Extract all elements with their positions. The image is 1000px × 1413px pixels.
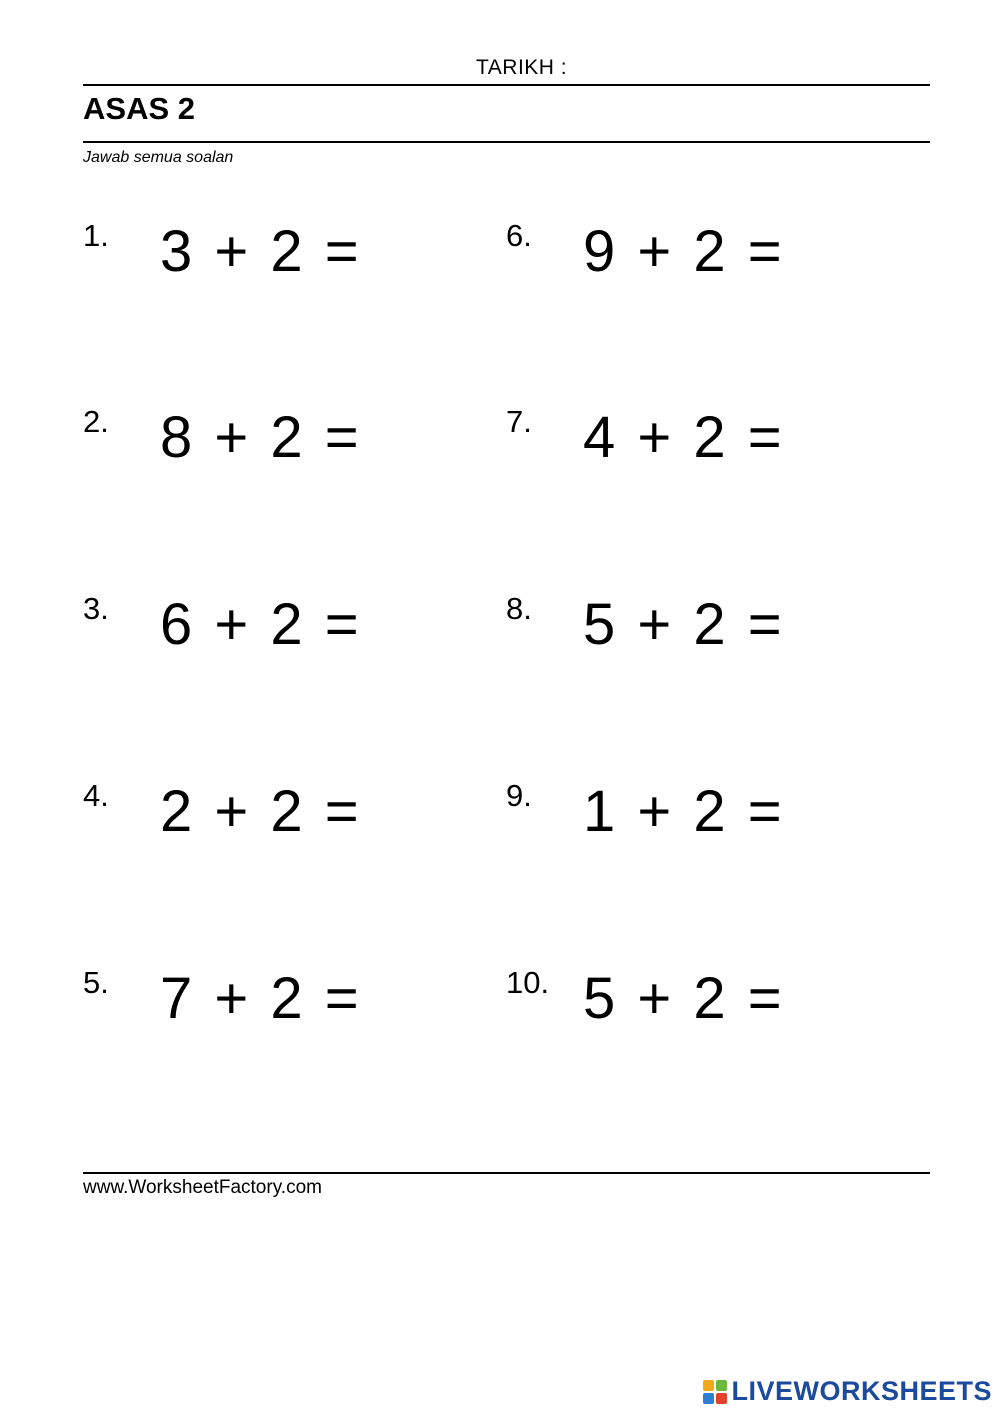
problem-number: 1. [83,218,109,253]
problem-expression: 3 + 2 = [160,219,360,284]
problem-expression: 6 + 2 = [160,592,360,657]
problem-expression: 8 + 2 = [160,405,360,470]
date-label: TARIKH : [476,56,568,79]
problem-number: 2. [83,404,109,439]
header-top-rule [83,84,930,86]
logo-square [716,1393,727,1404]
footer-url: www.WorksheetFactory.com [83,1177,322,1198]
header-bottom-rule [83,141,930,143]
problem-expression: 7 + 2 = [160,966,360,1031]
problem-expression: 4 + 2 = [583,405,783,470]
problem-number: 3. [83,591,109,626]
problem-number: 9. [506,778,532,813]
problem-number: 5. [83,965,109,1000]
problem-expression: 2 + 2 = [160,779,360,844]
footer-rule [83,1172,930,1174]
problem-expression: 5 + 2 = [583,966,783,1031]
problem-number: 8. [506,591,532,626]
problem-number: 4. [83,778,109,813]
logo-square [703,1380,714,1391]
liveworksheets-logo-icon [703,1380,727,1404]
problem-number: 10. [506,965,550,1000]
problem-number: 7. [506,404,532,439]
problem-expression: 1 + 2 = [583,779,783,844]
logo-square [703,1393,714,1404]
instruction-text: Jawab semua soalan [83,149,234,166]
brand-name: LIVEWORKSHEETS [731,1376,992,1406]
problem-number: 6. [506,218,532,253]
problem-expression: 9 + 2 = [583,219,783,284]
liveworksheets-brand [703,1376,992,1407]
problem-expression: 5 + 2 = [583,592,783,657]
page-title: ASAS 2 [83,91,195,126]
logo-square [716,1380,727,1391]
